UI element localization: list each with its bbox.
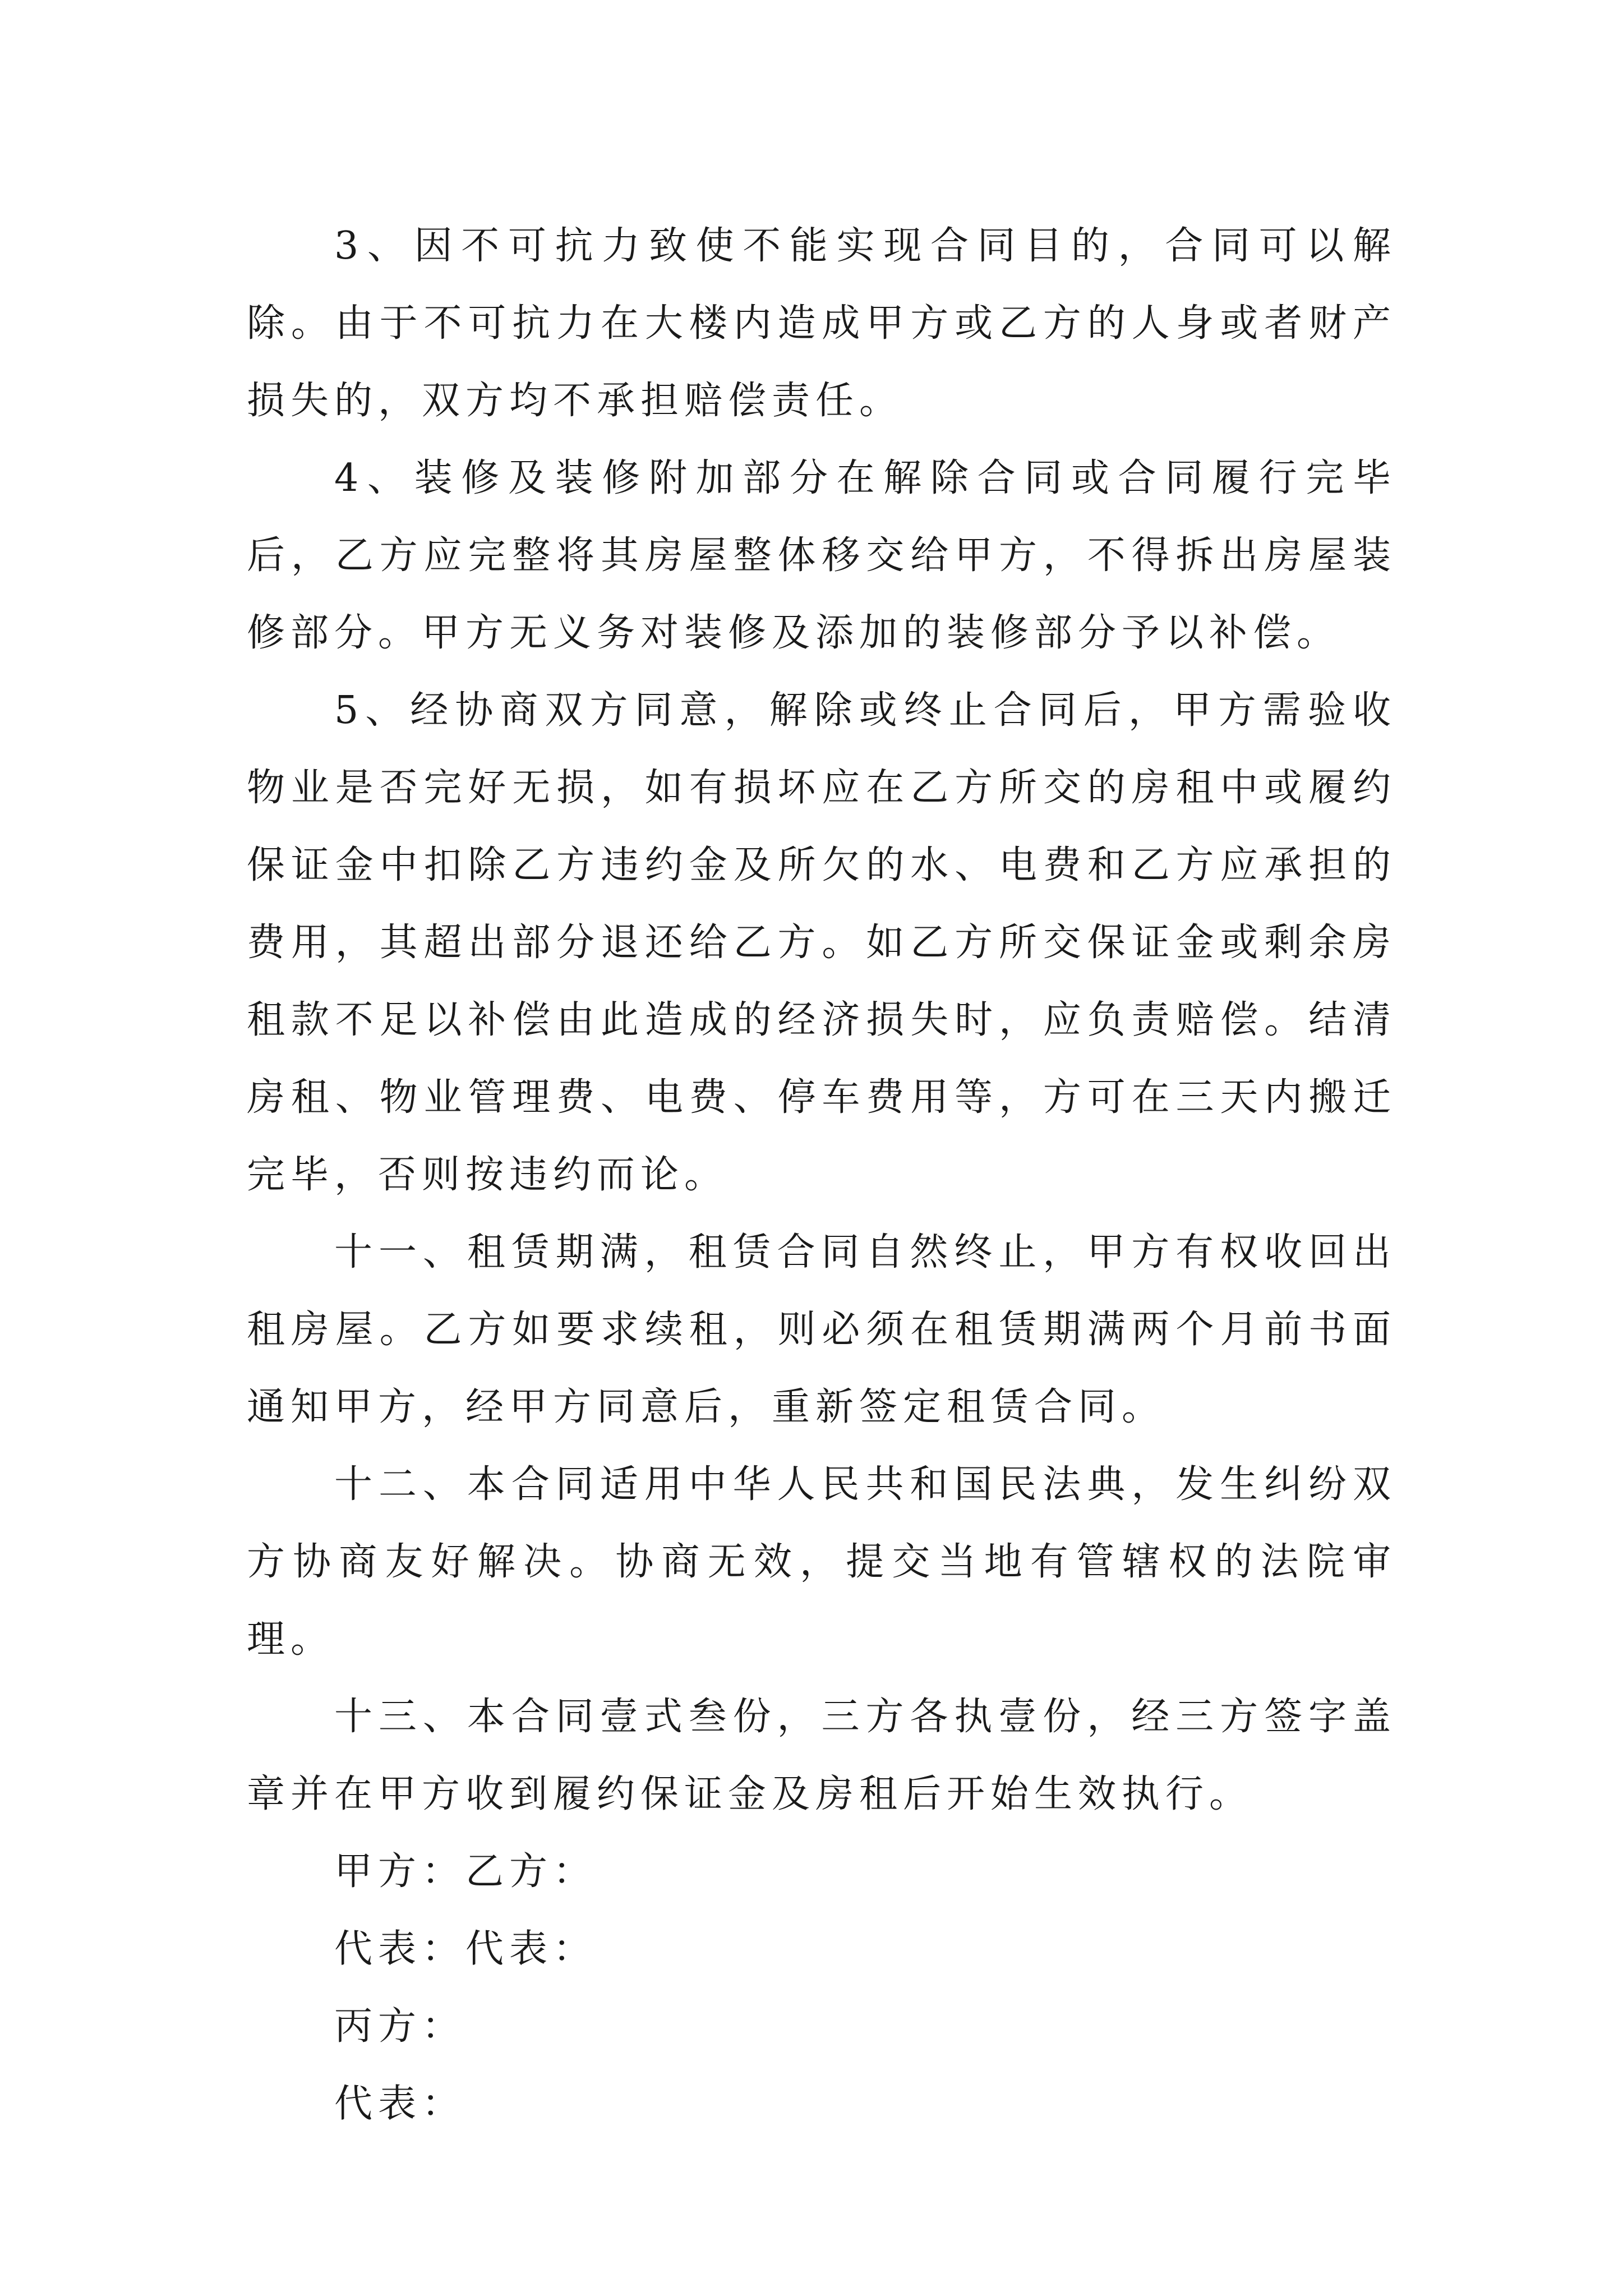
- clause-force-majeure: 3、因不可抗力致使不能实现合同目的，合同可以解除。由于不可抗力在大楼内造成甲方或乙方的人身或者财产损失的，双方均不承担赔偿责任。: [247, 224, 1396, 423]
- signature-party-c: 丙方：: [334, 2004, 466, 2049]
- clause-decoration-handover: 4、装修及装修附加部分在解除合同或合同履行完毕后，乙方应完整将其房屋整体移交给甲方，不得拆出房屋装修部分。甲方无义务对装修及添加的装修部分予以补偿。: [247, 456, 1396, 655]
- document-page: [247, 208, 1396, 2143]
- signature-party-a-b: 甲方：乙方：: [334, 1849, 597, 1894]
- clause-thirteen-copies: 十三、本合同壹式叁份，三方各执壹份，经三方签字盖章并在甲方收到履约保证金及房租后开始生效执行。: [247, 1695, 1396, 1816]
- signature-block: [247, 1833, 1396, 2143]
- clause-eleven-lease-expiry: 十一、租赁期满，租赁合同自然终止，甲方有权收回出租房屋。乙方如要求续租，则必须在租赁期满两个月前书面通知甲方，经甲方同意后，重新签定租赁合同。: [247, 1230, 1396, 1429]
- clause-twelve-dispute: 十二、本合同适用中华人民共和国民法典，发生纠纷双方协商友好解决。协商无效，提交当地有管辖权的法院审理。: [247, 1462, 1396, 1662]
- signature-representative-c: 代表：: [334, 2082, 466, 2126]
- signature-representatives-a-b: 代表：代表：: [334, 1927, 597, 1971]
- clause-termination-settlement: 5、经协商双方同意，解除或终止合同后，甲方需验收物业是否完好无损，如有损坏应在乙方所交的房租中或履约保证金中扣除乙方违约金及所欠的水、电费和乙方应承担的费用，其超出部分退还给乙方。如乙方所交保证金或剩余房租款不足以补偿由此造成的经济损失时，应负责赔偿。结清房租、物业管理费、电费、停车费用等，方可在三天内搬迁完毕，否则按违约而论。: [247, 688, 1396, 1197]
